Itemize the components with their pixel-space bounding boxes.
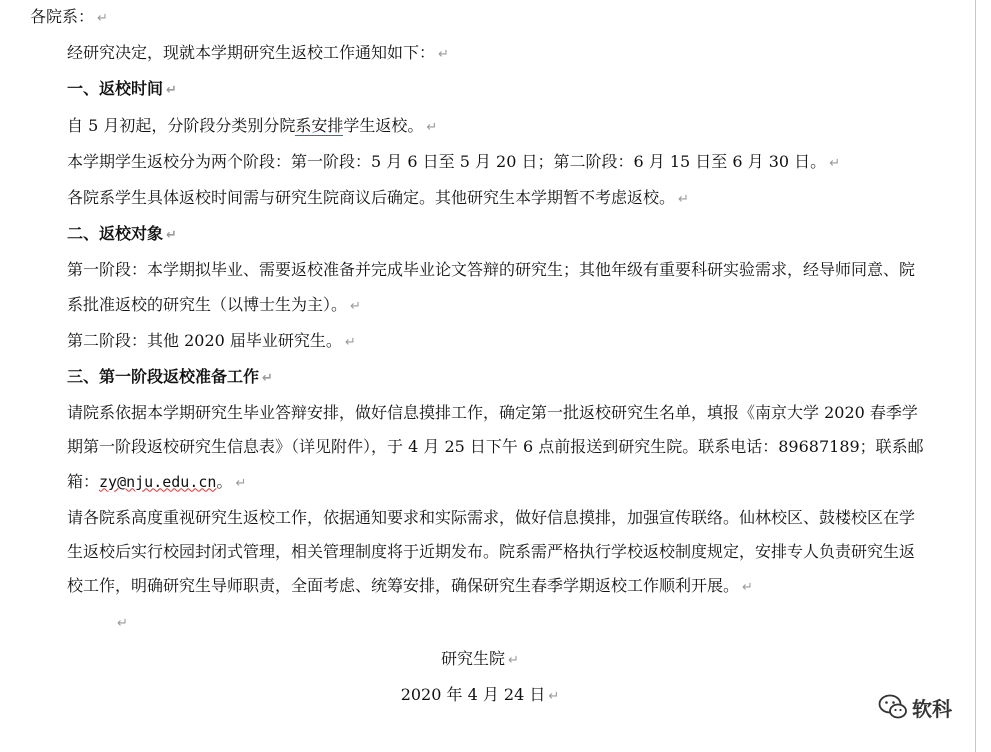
paragraph-stage-two: 第二阶段：其他 2020 届毕业研究生。 ↵ [67, 330, 356, 350]
paragraph-mark: ↵ [548, 688, 560, 704]
paragraph-mark: ↵ [166, 83, 177, 99]
watermark-text: 软科 [912, 696, 952, 721]
wechat-icon [878, 694, 908, 720]
paragraph-mark: ↵ [166, 228, 177, 244]
paragraph-mark: ↵ [262, 371, 273, 387]
paragraph-mark: ↵ [438, 47, 449, 63]
paragraph-mark: ↵ [117, 616, 128, 632]
empty-paragraph [30, 605, 930, 641]
grammar-underline: 系安排 [295, 115, 344, 135]
paragraph-mark: ↵ [829, 155, 841, 171]
paragraph-mark: ↵ [350, 298, 361, 314]
document-body [30, 0, 930, 714]
section-heading-2: 二、返校对象 ↵ [67, 224, 177, 244]
paragraph-start-time: 自 5 月初起，分阶段分类别分院系安排学生返校。 ↵ [67, 115, 438, 135]
paragraph-mark: ↵ [678, 192, 689, 208]
paragraph-stage-one: 第一阶段：本学期拟毕业、需要返校准备并完成毕业论文答辩的研究生；其他年级有重要科研实验需求，经导师同意、院系批准返校的研究生（以博士生为主）。 ↵ [67, 260, 916, 314]
paragraph-requirements: 请各院系高度重视研究生返校工作，依据通知要求和实际需求，做好信息摸排，加强宣传联络。仙林校区、鼓楼校区在学生返校后实行校园封闭式管理，相关管理制度将于近期发布。院系需严格执行学校返校制度规定，安排专人负责研究生返校工作，明确研究生导师职责，全面考虑、统筹安排，确保研究生春季学期返校工作顺利开展。 ↵ [67, 507, 916, 596]
paragraph-mark: ↵ [235, 475, 247, 491]
paragraph-mark: ↵ [742, 580, 753, 596]
paragraph-mark: ↵ [508, 652, 519, 668]
paragraph-stages: 本学期学生返校分为两个阶段：第一阶段：5 月 6 日至 5 月 20 日；第二阶段：6 月 15 日至 6 月 30 日。 ↵ [67, 151, 841, 171]
watermark [878, 692, 952, 722]
section-heading-1: 一、返校时间 ↵ [67, 79, 177, 99]
paragraph-mark: ↵ [426, 119, 438, 135]
section-heading-3: 三、第一阶段返校准备工作 ↵ [67, 367, 273, 387]
paragraph-schedule-note: 各院系学生具体返校时间需与研究生院商议后确定。其他研究生本学期暂不考虑返校。 ↵ [67, 188, 689, 208]
signature: 研究生院 ↵ [441, 648, 519, 668]
intro-paragraph: 经研究决定，现就本学期研究生返校工作通知如下： ↵ [67, 43, 449, 63]
paragraph-mark: ↵ [344, 334, 356, 350]
page-edge [975, 0, 976, 752]
paragraph-preparation: 请院系依据本学期研究生毕业答辩安排，做好信息摸排工作，确定第一批返校研究生名单，填报《南京大学 2020 春季学期第一阶段返校研究生信息表》（详见附件），于 4 月 25 日下午 6 点前报送到研究生院。联系电话：89687189；联系邮箱：zy@nju.edu.cn。 ↵ [67, 403, 924, 491]
issue-date: 2020 年 4 月 24 日 ↵ [400, 684, 560, 704]
paragraph-mark: ↵ [97, 11, 108, 26]
contact-email[interactable]: zy@nju.edu.cn [99, 472, 217, 491]
salutation: 各院系： ↵ [30, 7, 108, 26]
